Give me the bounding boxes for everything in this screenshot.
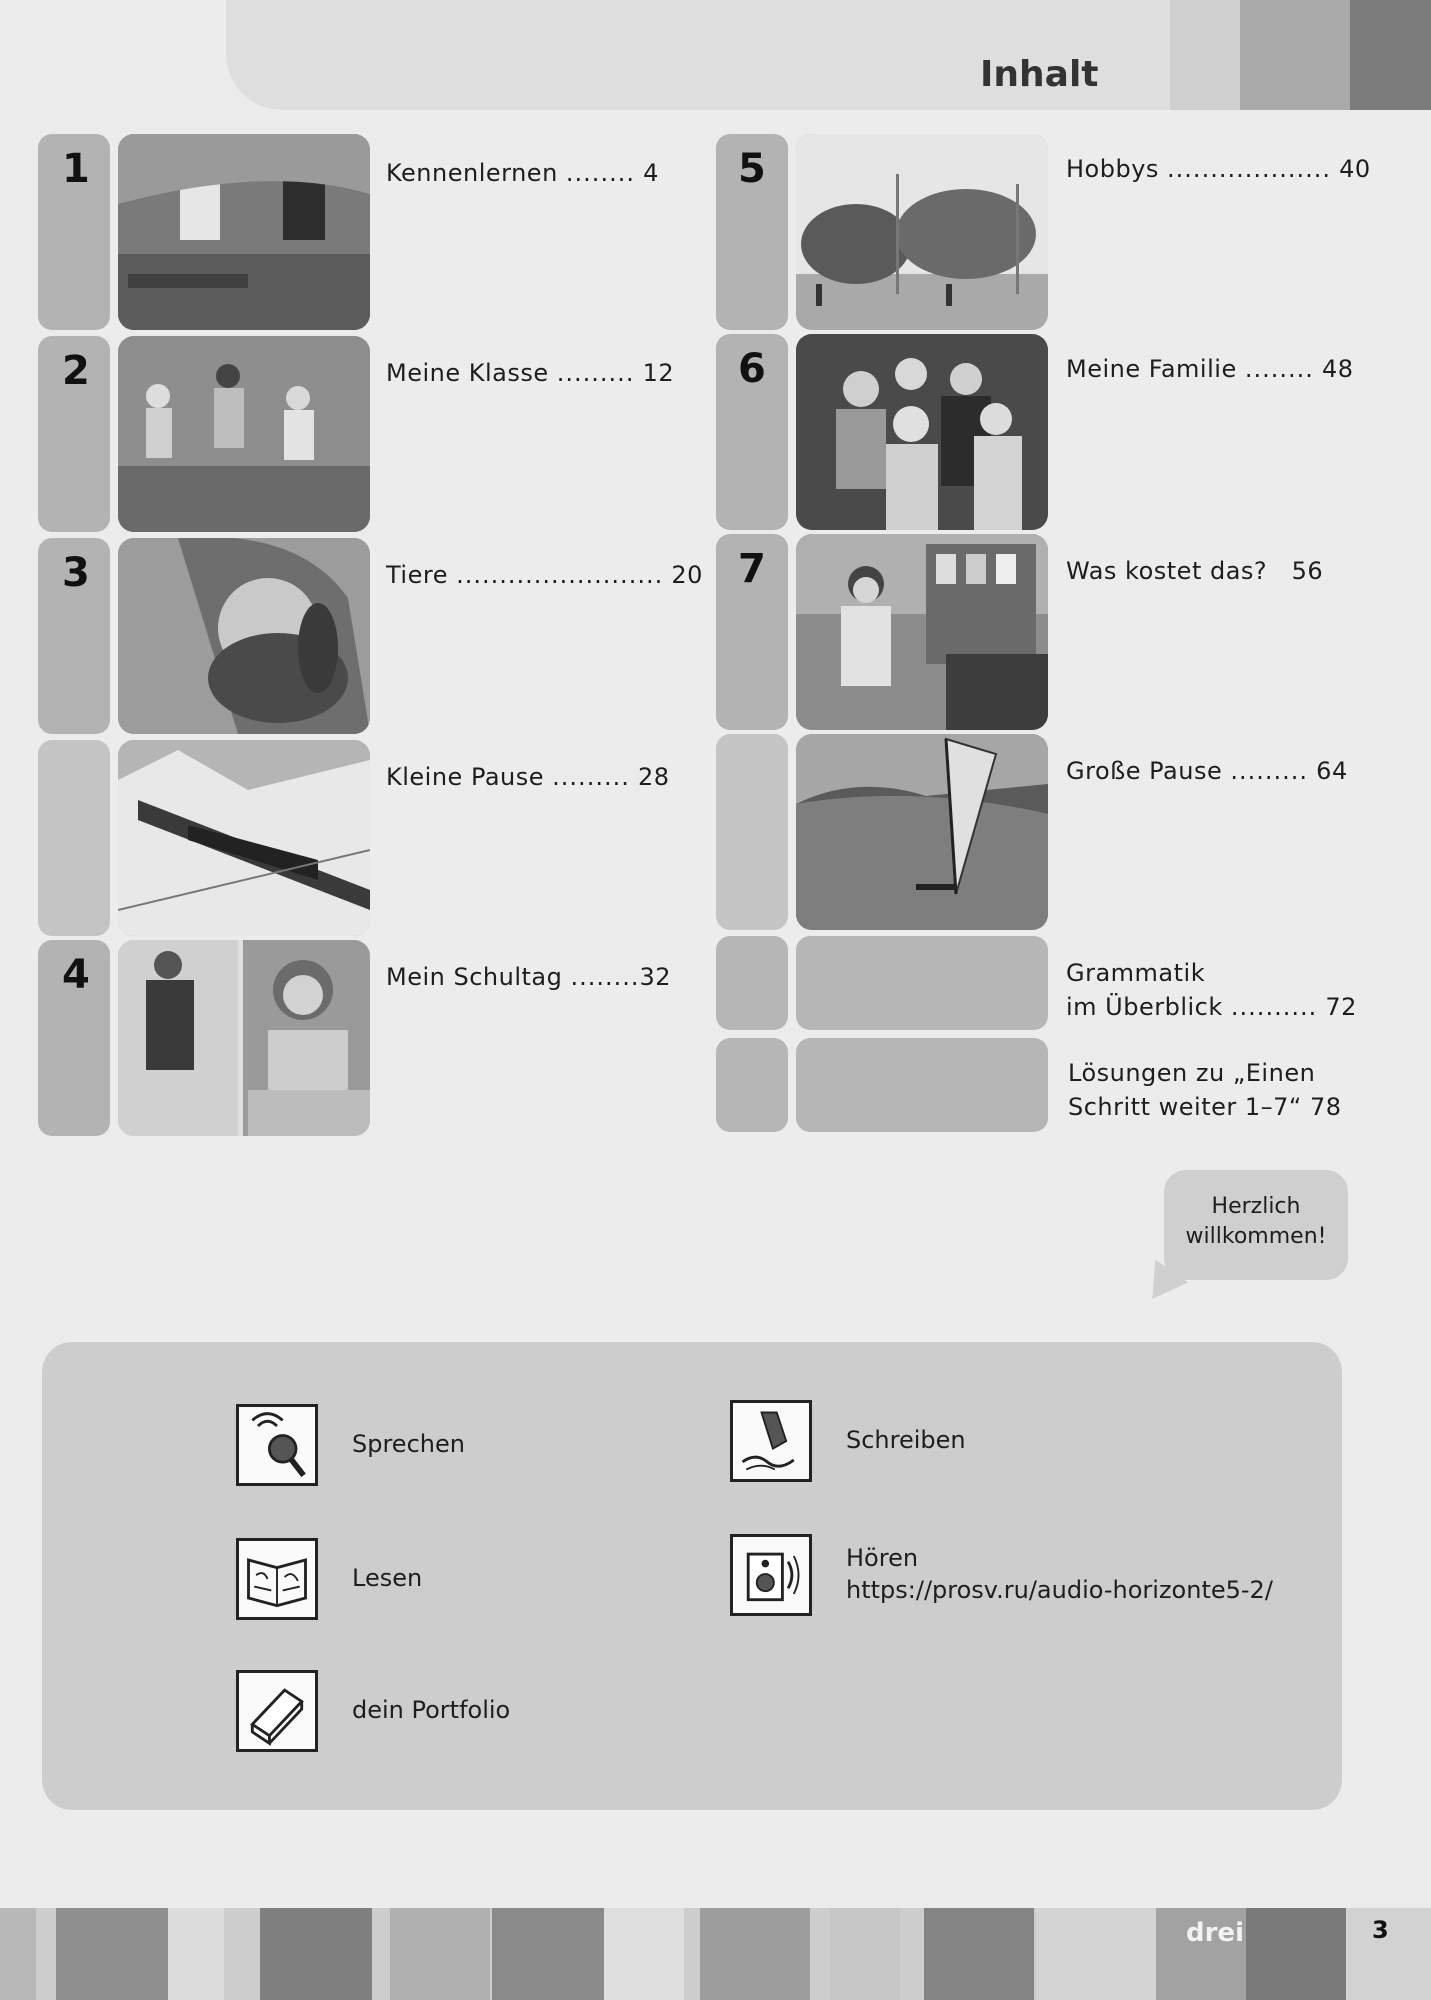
grammar-line2: im Überblick — [1066, 993, 1223, 1021]
footer-stripe — [604, 1908, 684, 2000]
grammar-entry[interactable] — [1066, 956, 1357, 1024]
toc-title: Große Pause — [1066, 757, 1223, 785]
toc-page: 32 — [639, 963, 672, 991]
train-in-snow-photo — [118, 740, 370, 936]
listening-icon — [730, 1534, 812, 1616]
toc-page: 4 — [643, 159, 659, 187]
chapter-number: 5 — [738, 146, 766, 192]
chapter-number: 7 — [738, 546, 766, 592]
toc-entry[interactable] — [386, 356, 674, 390]
legend-label-lesen: Lesen — [352, 1564, 423, 1592]
legend-label-sprechen: Sprechen — [352, 1430, 465, 1458]
toc-page: 12 — [642, 359, 675, 387]
legend-label-hoeren — [846, 1542, 1273, 1606]
footer-stripe — [260, 1908, 372, 2000]
toc-dots: ......... — [552, 763, 630, 791]
footer-stripe — [830, 1908, 900, 2000]
toc-page: 56 — [1291, 557, 1324, 585]
toc-page: 48 — [1322, 355, 1354, 383]
chapter-number: 1 — [62, 146, 90, 192]
header-stripe — [1350, 0, 1431, 110]
toc-dots: ........ — [565, 159, 635, 187]
toc-entry[interactable] — [386, 558, 703, 592]
toc-dots: ........ — [1244, 355, 1314, 383]
solutions-entry[interactable] — [1068, 1056, 1342, 1124]
solutions-block — [796, 1038, 1048, 1132]
reading-icon — [236, 1538, 318, 1620]
girl-with-rabbit-photo — [118, 538, 370, 734]
toc-dots: ........ — [570, 963, 640, 991]
toc-title: Was kostet das? — [1066, 557, 1268, 585]
toc-entry[interactable] — [386, 156, 659, 190]
toc-page: 40 — [1339, 155, 1371, 183]
speaking-icon — [236, 1404, 318, 1486]
writing-icon — [730, 1400, 812, 1482]
chapter-tab — [716, 734, 788, 930]
toc-title: Tiere — [386, 561, 448, 589]
footer-stripe — [56, 1908, 168, 2000]
page-title: Inhalt — [980, 54, 1099, 95]
legend-label-schreiben: Schreiben — [846, 1426, 966, 1454]
header-stripe — [1240, 0, 1350, 110]
footer-stripe — [390, 1908, 490, 2000]
class-group-photo — [118, 336, 370, 532]
toc-dots: ........................ — [456, 561, 664, 589]
chapter-number: 2 — [62, 348, 90, 394]
hoeren-label: Hören — [846, 1544, 919, 1572]
toc-title: Hobbys — [1066, 155, 1159, 183]
solutions-tab — [716, 1038, 788, 1132]
shop-woman-photo — [796, 534, 1048, 730]
chapter-number: 6 — [738, 346, 766, 392]
toc-entry[interactable] — [1066, 352, 1354, 386]
toc-title: Kleine Pause — [386, 763, 545, 791]
solutions-line2: Schritt weiter 1–7“ — [1068, 1093, 1302, 1121]
bubble-line1: Herzlich — [1211, 1194, 1301, 1219]
legend-label-portfolio: dein Portfolio — [352, 1696, 511, 1724]
students-at-school-photo — [118, 940, 370, 1136]
toc-title: Kennenlernen — [386, 159, 558, 187]
toc-entry[interactable] — [386, 960, 671, 994]
windsurfer-photo — [796, 734, 1048, 930]
toc-page: 28 — [637, 763, 670, 791]
toc-dots: .......... — [1230, 993, 1318, 1021]
footer-stripe — [0, 1908, 36, 2000]
chapter-tab — [38, 740, 110, 936]
grammar-line1: Grammatik — [1066, 959, 1206, 987]
footer-stripe — [168, 1908, 224, 2000]
audio-link[interactable]: https://prosv.ru/audio-horizonte5-2/ — [846, 1576, 1273, 1604]
page-number: 3 — [1372, 1916, 1389, 1944]
toc-dots: ......... — [1230, 757, 1309, 785]
bubble-line2: willkommen! — [1185, 1224, 1327, 1249]
toc-page: 78 — [1309, 1093, 1342, 1121]
family-photo — [796, 334, 1048, 530]
toc-dots: ................... — [1167, 155, 1331, 183]
welcome-speech-bubble — [1164, 1170, 1348, 1280]
footer-page-word: drei — [1186, 1918, 1244, 1948]
solutions-line1: Lösungen zu „Einen — [1068, 1059, 1316, 1087]
footer-stripe — [700, 1908, 810, 2000]
header-stripe — [1170, 0, 1240, 110]
footer-stripe — [492, 1908, 604, 2000]
toc-dots: ......... — [556, 359, 635, 387]
grammar-block — [796, 936, 1048, 1030]
chapter-number: 4 — [62, 952, 90, 998]
chapter-number: 3 — [62, 550, 90, 596]
footer-stripe — [1036, 1908, 1156, 2000]
two-boys-sitting-photo — [118, 134, 370, 330]
park-scene-photo — [796, 134, 1048, 330]
toc-page: 64 — [1316, 757, 1348, 785]
grammar-tab — [716, 936, 788, 1030]
footer-stripe — [924, 1908, 1034, 2000]
toc-entry[interactable] — [386, 760, 670, 794]
portfolio-icon — [236, 1670, 318, 1752]
toc-entry[interactable] — [1066, 554, 1323, 588]
toc-entry[interactable] — [1066, 152, 1371, 186]
toc-title: Meine Familie — [1066, 355, 1237, 383]
toc-entry[interactable] — [1066, 754, 1348, 788]
footer-stripe — [1246, 1908, 1346, 2000]
toc-title: Mein Schultag — [386, 963, 563, 991]
toc-title: Meine Klasse — [386, 359, 549, 387]
toc-page: 72 — [1325, 993, 1357, 1021]
toc-page: 20 — [671, 561, 703, 589]
